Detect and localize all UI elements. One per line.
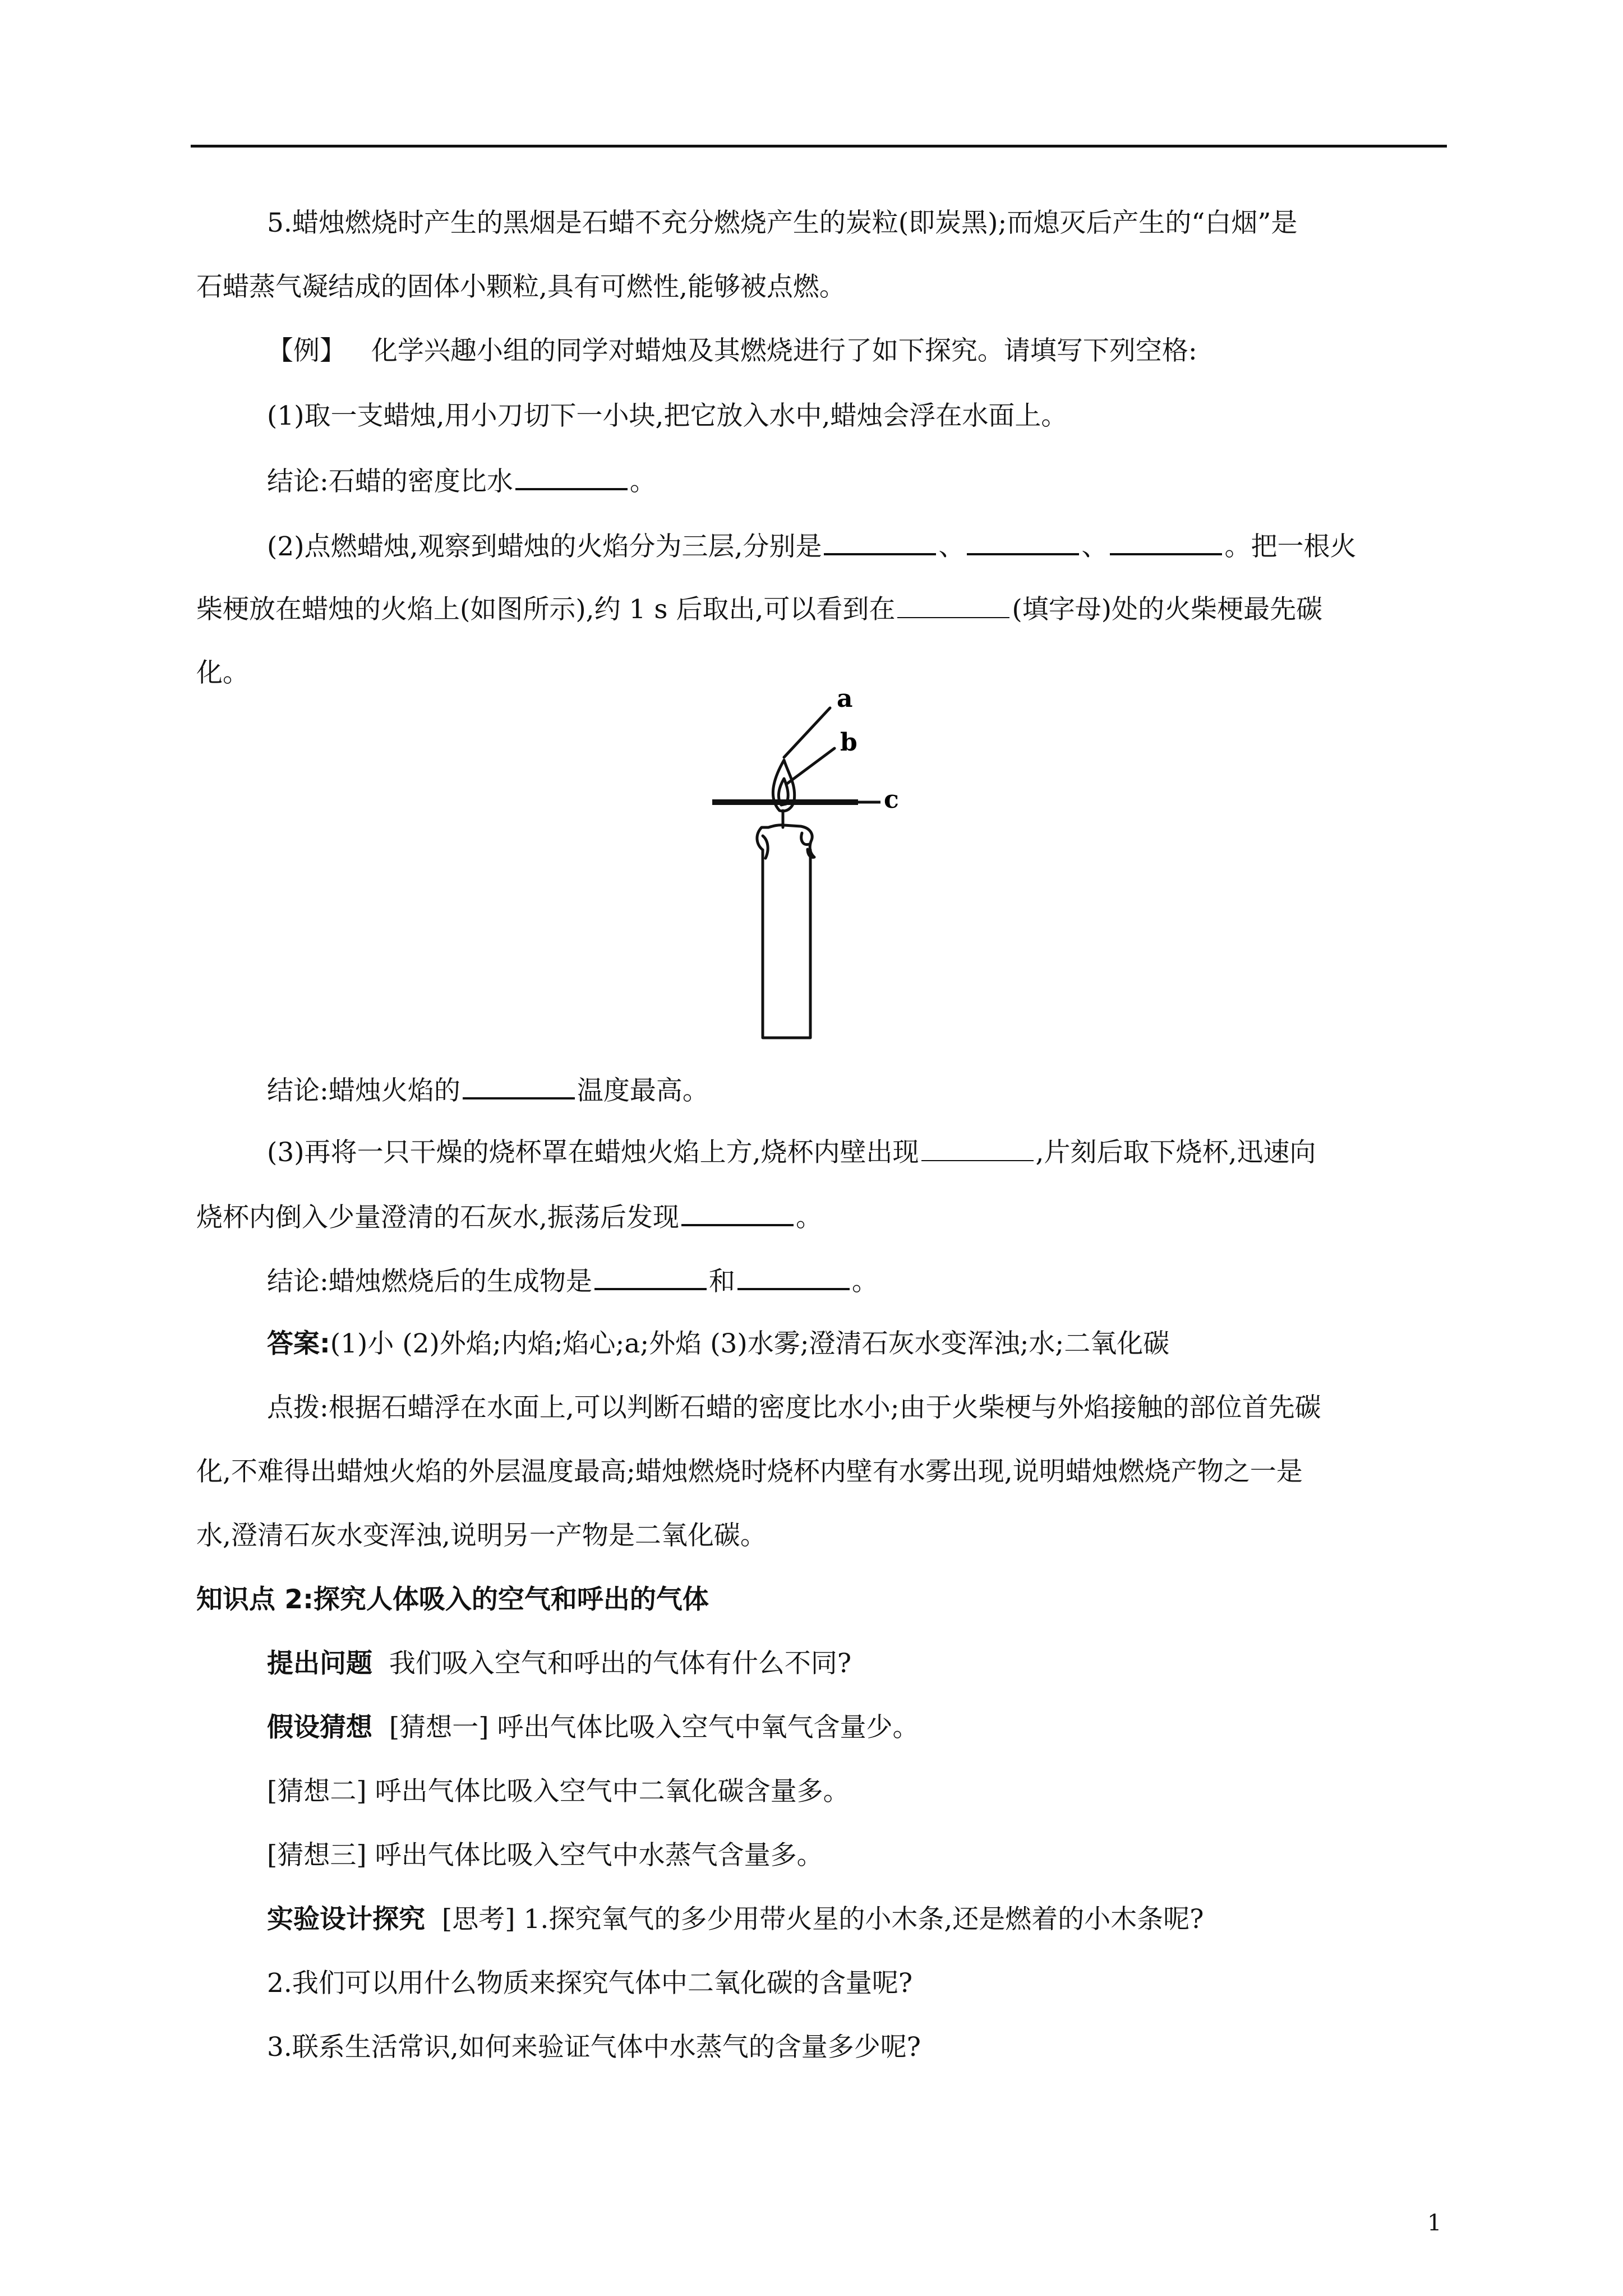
header-rule [191,145,1447,148]
experiment-1-text: [思考] 1.探究氧气的多少用带火星的小木条,还是燃着的小木条呢? [441,1904,1204,1935]
conclusion-1-pre: 结论:石蜡的密度比水 [267,466,513,497]
answer-label: 答案: [267,1328,330,1359]
match-b [786,748,834,784]
question-2-line1 [267,528,1356,564]
hypothesis-label: 假设猜想 [267,1712,372,1743]
label-a: a [837,690,853,713]
answer-blank [515,463,628,490]
conclusion-1 [267,463,656,499]
q2-sep1: 、 [938,531,965,562]
experiment-design-3: 3.联系生活常识,如何来验证气体中水蒸气的含量多少呢? [267,2032,921,2063]
experiment-label: 实验设计探究 [267,1904,425,1935]
hint-label: 点拨: [267,1392,329,1423]
answer-line [267,1327,1169,1361]
conclusion-3 [267,1263,878,1299]
conclusion-2-pre: 结论:蜡烛火焰的 [267,1075,460,1106]
answer-blank [463,1073,575,1099]
conclusion-2 [267,1073,709,1108]
experiment-design-1 [267,1903,1204,1936]
experiment-design-2: 2.我们可以用什么物质来探究气体中二氧化碳的含量呢? [267,1968,913,1999]
q2-line1-pre: (2)点燃蜡烛,观察到蜡烛的火焰分为三层,分别是 [267,531,822,562]
para-5-line1: 5.蜡烛燃烧时产生的黑烟是石蜡不充分燃烧产生的炭粒(即炭黑);而熄灭后产生的“白烟”是 [267,208,1298,238]
question-3-line1 [267,1135,1316,1170]
question-1: (1)取一支蜡烛,用小刀切下一小块,把它放入水中,蜡烛会浮在水面上。 [267,401,1068,431]
ask-label: 提出问题 [267,1648,372,1679]
q3-line2-post: 。 [795,1202,822,1233]
hypothesis-2: [猜想二] 呼出气体比吸入空气中二氧化碳含量多。 [267,1776,850,1807]
ask-question [267,1647,851,1681]
answer-blank [681,1199,794,1226]
example-intro-text: 化学兴趣小组的同学对蜡烛及其燃烧进行了如下探究。请填写下列空格: [371,335,1197,366]
q2-sep2: 、 [1081,531,1108,562]
example-tag: 【例】 [267,335,346,366]
q2-line1-post: 。把一根火 [1224,531,1357,562]
answer-blank [967,528,1079,555]
hypothesis-1 [267,1711,919,1745]
q3-line1-pre: (3)再将一只干燥的烧杯罩在蜡烛火焰上方,烧杯内壁出现 [267,1137,919,1168]
hint-line1 [267,1391,1321,1425]
answer-blank [594,1263,707,1290]
conclusion-2-post: 温度最高。 [577,1075,709,1106]
hint-text-1: 根据石蜡浮在水面上,可以判断石蜡的密度比水小;由于火柴梗与外焰接触的部位首先碳 [328,1392,1321,1423]
hypothesis-3: [猜想三] 呼出气体比吸入空气中水蒸气含量多。 [267,1840,823,1871]
answer-blank [1110,528,1222,555]
page-number: 1 [1427,2210,1442,2236]
q3-line2-pre: 烧杯内倒入少量澄清的石灰水,振荡后发现 [196,1202,679,1233]
q3-line1-post: ,片刻后取下烧杯,迅速向 [1035,1137,1316,1168]
hint-line2: 化,不难得出蜡烛火焰的外层温度最高;蜡烛燃烧时烧杯内壁有水雾出现,说明蜡烛燃烧产物之一是 [196,1456,1303,1487]
candle-drip-right [801,833,809,845]
example-intro [267,334,1197,368]
question-3-line2 [196,1199,822,1235]
q2-line2-pre: 柴梗放在蜡烛的火焰上(如图所示),约 1 s 后取出,可以看到在 [196,594,896,625]
match-a [784,708,830,757]
answer-blank [897,592,1009,618]
question-2-line2 [196,592,1322,627]
label-c: c [884,785,899,814]
knowledge-point-2-title: 知识点 2:探究人体吸入的空气和呼出的气体 [196,1584,709,1615]
answer-blank [921,1135,1034,1161]
conclusion-3-post: 。 [851,1266,878,1297]
question-2-line3: 化。 [196,657,249,688]
hint-line3: 水,澄清石灰水变浑浊,说明另一产物是二氧化碳。 [196,1520,767,1551]
answer-blank [824,528,936,555]
candle-body [763,850,810,1038]
candle-figure [690,690,925,1049]
ask-text: 我们吸入空气和呼出的气体有什么不同? [389,1648,852,1679]
conclusion-3-pre: 结论:蜡烛燃烧后的生成物是 [267,1266,592,1297]
conclusion-1-post: 。 [629,466,656,497]
answer-text: (1)小 (2)外焰;内焰;焰心;a;外焰 (3)水雾;澄清石灰水变浑浊;水;二氧化碳 [330,1328,1170,1359]
q2-line2-post: (填字母)处的火柴梗最先碳 [1012,594,1323,625]
para-5-line2: 石蜡蒸气凝结成的固体小颗粒,具有可燃性,能够被点燃。 [196,272,846,302]
label-b: b [840,728,857,757]
conclusion-3-mid: 和 [708,1266,735,1297]
answer-blank [737,1263,850,1290]
hypothesis-1-text: [猜想一] 呼出气体比吸入空气中氧气含量少。 [389,1712,919,1743]
